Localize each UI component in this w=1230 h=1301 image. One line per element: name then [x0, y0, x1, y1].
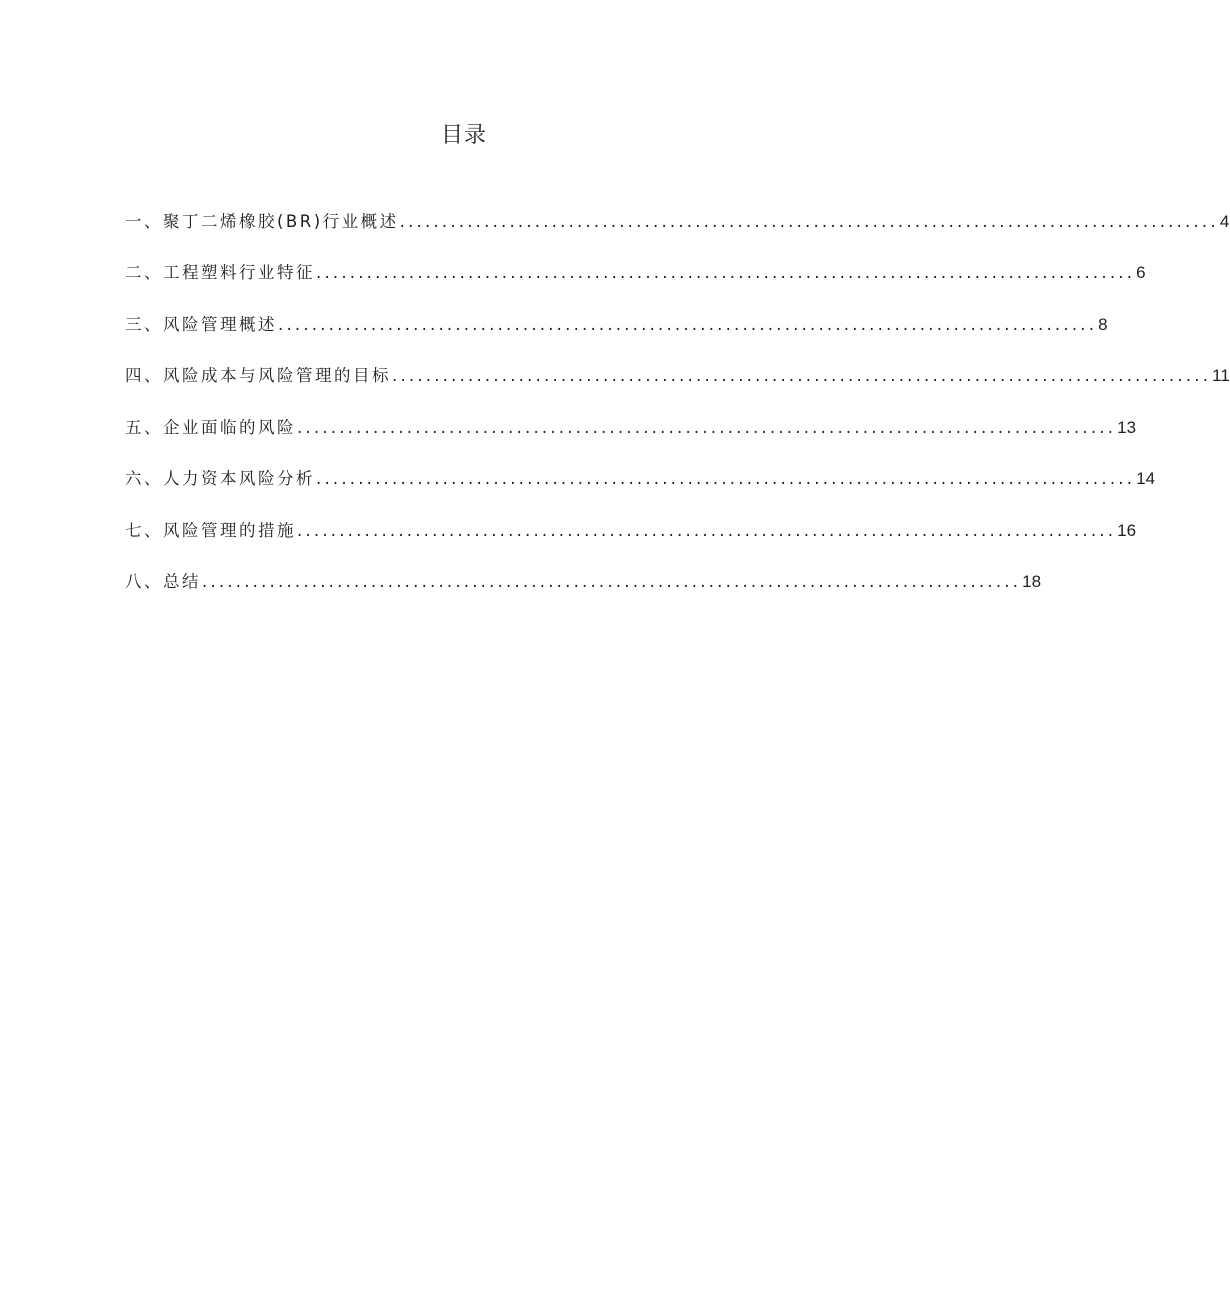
toc-page-number: 16 [1117, 520, 1137, 540]
toc-entry[interactable] [125, 442, 1156, 494]
toc-dot-leader: ................................................................................................. [278, 314, 1098, 334]
toc-page-number: 14 [1136, 469, 1156, 488]
toc-entry-label: 六、人力资本风险分析 [125, 469, 315, 488]
toc-entry-label: 七、风险管理的措施 [125, 520, 296, 540]
toc-entry[interactable] [125, 184, 1230, 236]
toc-dot-leader: ................................................................................................. [399, 211, 1219, 231]
toc-dot-leader: ................................................................................................. [297, 417, 1117, 437]
toc-page-number: 6 [1136, 263, 1146, 282]
toc-entry[interactable] [125, 390, 1137, 442]
toc-dot-leader: ................................................................................................. [392, 366, 1212, 385]
toc-dot-leader: ................................................................................................. [202, 572, 1022, 591]
toc-page-number: 18 [1022, 572, 1042, 591]
toc-entry-label: 八、总结 [125, 572, 201, 591]
toc-page-number: 4 [1219, 211, 1230, 231]
toc-dot-leader: ................................................................................................. [297, 520, 1117, 540]
toc-dot-leader: ................................................................................................. [316, 469, 1136, 488]
toc-title: 目录 [440, 123, 487, 148]
toc-entry-label: 四、风险成本与风险管理的目标 [125, 366, 391, 385]
table-of-contents [125, 184, 1230, 596]
toc-page-number: 11 [1212, 366, 1230, 385]
toc-page-number: 13 [1117, 417, 1137, 437]
toc-dot-leader: ................................................................................................. [316, 263, 1136, 282]
toc-entry[interactable] [125, 287, 1108, 339]
toc-entry[interactable] [125, 545, 1042, 597]
toc-page-number: 8 [1098, 314, 1108, 334]
toc-entry-label: 三、风险管理概述 [125, 314, 277, 334]
toc-entry-label: 五、企业面临的风险 [125, 417, 296, 437]
toc-entry[interactable] [125, 236, 1146, 288]
toc-entry[interactable] [125, 339, 1230, 391]
toc-entry-label: 一、聚丁二烯橡胶(BR)行业概述 [125, 211, 399, 231]
toc-entry-label: 二、工程塑料行业特征 [125, 263, 315, 282]
toc-entry[interactable] [125, 493, 1137, 545]
